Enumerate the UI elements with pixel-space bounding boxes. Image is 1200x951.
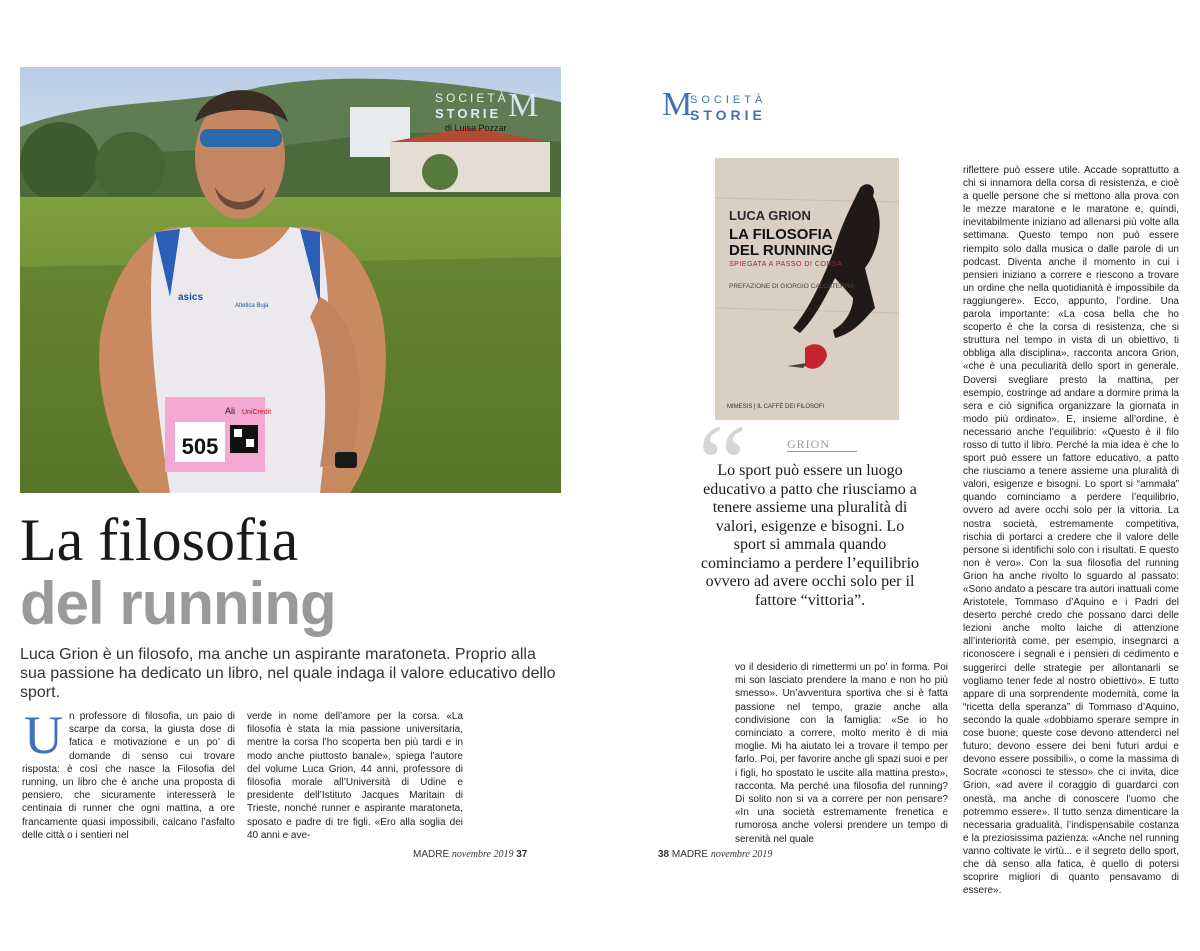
- book-author: LUCA GRION: [729, 208, 811, 223]
- folio-issue-right: novembre 2019: [710, 849, 773, 860]
- sponsor-ali: Ali: [225, 406, 236, 416]
- body-text-4: riflettere può essere utile. Accade soprattutto a chi si innamora della corsa di resistenza, e cioè a quelle persone che si mettono alla prova con le mezze maratone e le maratone e, quindi, inevitabilmente iniziano ad allenarsi più volte alla settimana. Questo tempo non può essere riempito solo dalla musica o dalle parole di un podcast. Diventa anche il momento in cui i pensieri iniziano a correre e riescono a trovare un ordine che nella quotidianità è impossibile da raggiungere». Ecco, appunto, l’ordine. Una parola importante: «La cosa bella che ho scoperto è che la corsa di resistenza, che si struttura nel tempo in vista di un obiettivo, ti obbliga alla disciplina», racconta ancora Grion, «che è una peculiarità dello sport in generale. Doversi svegliare presto la mattina, per esempio, costringe ad andare a dormire prima la sera e ciò significa organizzare la giornata in modo più ordinato». E, insieme all’ordine, è necessario anche l’equilibrio: «Questo è il filo rosso di tutto il libro. Perché la mia idea è che lo sport può essere un fattore educativo, a patto che riusciamo a tenere assieme una pluralità di valori, esigenze e bisogni. Lo sport si “ammala” quando cominciamo a perdere l’equilibrio, ovvero ad avere occhi solo per la vittoria. La nostra società, estremamente competitiva, rischia di portarci a credere che il valore delle persone si identifichi solo con i risultati. E questo non è vero». Con la sua filosofia del running Grion ha anche rivolto lo sguardo al passato: «Sono andato a pescare tra autori inattuali come Aristotele, Tommaso d’Aquino e i Padri del deserto perché credo che possano darci delle lezioni anche molto laiche di attenzione all’interiorità come, per esempio, insegnarci a riconoscere i segnali e i pensieri di cedimento e suggerirci delle strategie per allontanarli se vogliamo tener fede al nostro obiettivo». E tutto appare di una sorprendente modernità, come la “ricetta della speranza” di Tommaso d’Aquino, secondo la quale «dobbiamo sperare sempre in cose buone; queste cose devono attendercì nel futuro; devono essere dei beni futuri ardui e devono essere possibili», o come la massima di Socrate «conosci te stesso» che ci invita, dice Grion, «ad avere il coraggio di guardarci con onestà, ma anche di conoscere l’uomo che potremmo essere». Il tutto senza dimenticare la necessaria gradualità, l’indispensabile costanza e la preziosissima pazienza: «Anche nel running vanno coltivate le virtù... e il segreto dello sport, che dà senso alla fatica, è quello di potersi scoprire migliori di quanto pensavamo di essere».: [963, 165, 1179, 897]
- folio-left: [413, 849, 527, 860]
- body-text-1: n professore di filosofia, un paio di scarpe da corsa, la giusta dose di fatica e motivazione e un po’ di domande di senso cui trovare risposta: è così che nasce la Filosofia del running, un libro che è anche una proposta di pensiero, che sicuramente interesserà le centinaia di runner che ogni mattina, a ore francamente quasi impossibili, calcano l’asfalto delle città o i sentieri nel: [22, 711, 235, 841]
- quote-attribution: GRION: [787, 437, 830, 451]
- body-column-3: [735, 661, 948, 846]
- standfirst: Luca Grion è un filosofo, ma anche un aspirante maratoneta. Proprio alla sua passione ha dedicato un libro, nel quale indaga il valore educativo dello sport.: [20, 646, 556, 701]
- book-preface: PREFAZIONE DI GIORGIO CALCATERRA: [729, 283, 854, 290]
- photo-section-letter: M: [508, 87, 539, 124]
- drop-cap: U: [24, 705, 63, 765]
- body-column-1: [22, 705, 235, 842]
- section-bottom: STORIE: [690, 107, 766, 123]
- body-text-2: verde in nome dell’amore per la corsa. «La filosofia è stata la mia passione universitaria, mentre la corsa l’ho scoperta ben più tardi e in modo anche piuttosto banale», spiega l’autore del volume Luca Grion, 44 anni, professore di filosofia morale all’Università di Udine e presidente dell’Istituto Jacques Maritain di Trieste, nonché runner e aspirante maratoneta, sposato e padre di tre figli. «Ero alla soglia dei 40 anni e ave-: [247, 711, 463, 841]
- page-number-38: 38: [658, 849, 670, 860]
- book-title-line1: LA FILOSOFIA: [729, 226, 833, 243]
- folio-right: [658, 849, 772, 860]
- sponsor-unicredit: UniCredit: [242, 409, 272, 416]
- book-title-line2: DEL RUNNING: [729, 242, 833, 259]
- bib-number: 505: [181, 434, 219, 459]
- pull-quote: Lo sport può essere un luogo educativo a patto che riusciamo a tenere assieme una pluralità di valori, esigenze e bisogni. Lo sport si ammala quando cominciamo a perdere l’equilibrio ovvero ad avere occhi solo per il fattore “vittoria”.: [700, 462, 920, 609]
- section-letter: M: [662, 86, 693, 123]
- folio-magazine-right: MADRE: [671, 849, 709, 860]
- body-column-4: [963, 164, 1179, 897]
- headline-line1: La filosofia: [20, 507, 299, 573]
- folio-magazine: MADRE: [413, 849, 450, 860]
- quote-marks-icon: “: [698, 402, 747, 524]
- photo-section-bottom: STORIE: [435, 106, 502, 121]
- quote-rule: [787, 451, 857, 452]
- club-logo: Atletica Buja: [235, 303, 269, 309]
- page-number-37: 37: [516, 849, 528, 860]
- body-text-3: vo il desiderio di rimettermi un po’ in forma. Poi mi son lasciato prendere la mano e non ho più smesso». Un’avventura sportiva che si è fatta passione nel tempo, grazie anche alla condivisione con la famiglia: «Se io ho cominciato a correre, molto merito è di mia moglie. Mi ha aiutato lei a trovare il tempo per farlo. Poi, per favorire anche gli spazi suoi e per i figli, ho spostato le uscite alla mattina presto», racconta. Ma perché una filosofia del running? Di solito non si va a correre per non pensare? «In una società estremamente frenetica e rumorosa anche volersi prendere un tempo di serenità nel quale: [735, 662, 948, 845]
- section-top: SOCIETÀ: [690, 94, 767, 106]
- runner-photo: [20, 67, 561, 493]
- headline-line2: del running: [20, 570, 336, 637]
- book-publisher: MIMESIS | IL CAFFÈ DEI FILOSOFI: [727, 404, 825, 410]
- folio-issue: novembre 2019: [451, 849, 514, 860]
- book-cover: [715, 158, 899, 420]
- body-column-2: [247, 710, 463, 842]
- byline: di Luisa Pozzar: [445, 123, 507, 133]
- photo-section-top: SOCIETÀ: [435, 91, 509, 105]
- book-subtitle: SPIEGATA A PASSO DI CORSA: [729, 261, 843, 268]
- asics-logo: asics: [178, 292, 204, 303]
